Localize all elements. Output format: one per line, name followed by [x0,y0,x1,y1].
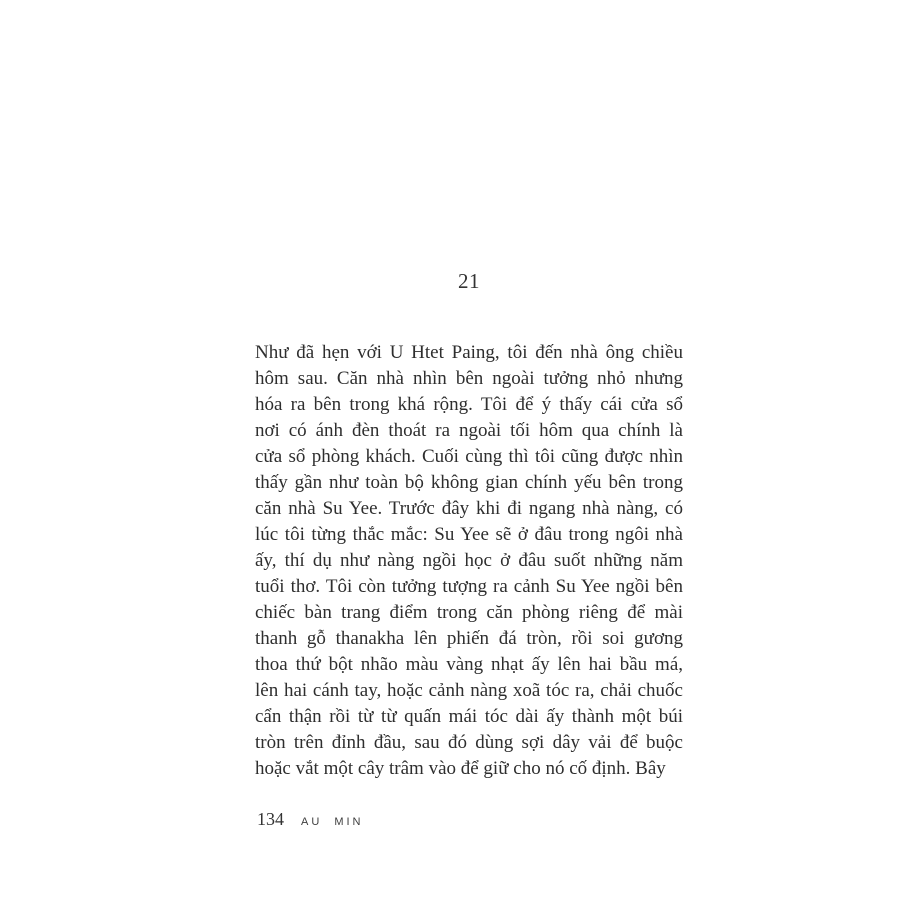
page-footer [257,809,364,830]
running-header-author: AU MIN [301,816,364,828]
paragraph-line: hoặc vắt một cây trâm vào để giữ cho nó cố định. Bây [255,758,666,779]
paragraph-line: thoa thứ bột nhão màu vàng nhạt ấy lên hai bầu má, [255,654,683,675]
paragraph-line: tuổi thơ. Tôi còn tưởng tượng ra cảnh Su Yee ngồi bên [255,576,683,597]
paragraph-line: lên hai cánh tay, hoặc cảnh nàng xoã tóc ra, chải chuốc [255,680,683,701]
paragraph-line: nơi có ánh đèn thoát ra ngoài tối hôm qua chính là [255,420,683,441]
paragraph-line: thanh gỗ thanakha lên phiến đá tròn, rồi soi gương [255,628,683,649]
paragraph-line: hóa ra bên trong khá rộng. Tôi để ý thấy cái cửa sổ [255,394,683,415]
paragraph-line: căn nhà Su Yee. Trước đây khi đi ngang nhà nàng, có [255,498,683,519]
chapter-number: 21 [458,269,480,293]
page-number: 134 [257,809,284,829]
paragraph-line: cửa sổ phòng khách. Cuối cùng thì tôi cũng được nhìn [255,446,683,467]
paragraph-line: hôm sau. Căn nhà nhìn bên ngoài tưởng nhỏ nhưng [255,368,683,389]
paragraph-line: tròn trên đỉnh đầu, sau đó dùng sợi dây vải để buộc [255,732,683,753]
paragraph-line: lúc tôi từng thắc mắc: Su Yee sẽ ở đâu trong ngôi nhà [255,524,683,545]
paragraph-line: Như đã hẹn với U Htet Paing, tôi đến nhà ông chiều [255,342,683,363]
paragraph-line: ấy, thí dụ như nàng ngồi học ở đâu suốt những năm [255,550,683,571]
paragraph-line: cẩn thận rồi từ từ quấn mái tóc dài ấy thành một búi [255,706,683,727]
body-paragraph [255,340,683,782]
paragraph-line: thấy gần như toàn bộ không gian chính yếu bên trong [255,472,683,493]
paragraph-line: chiếc bàn trang điểm trong căn phòng riêng để mài [255,602,683,623]
